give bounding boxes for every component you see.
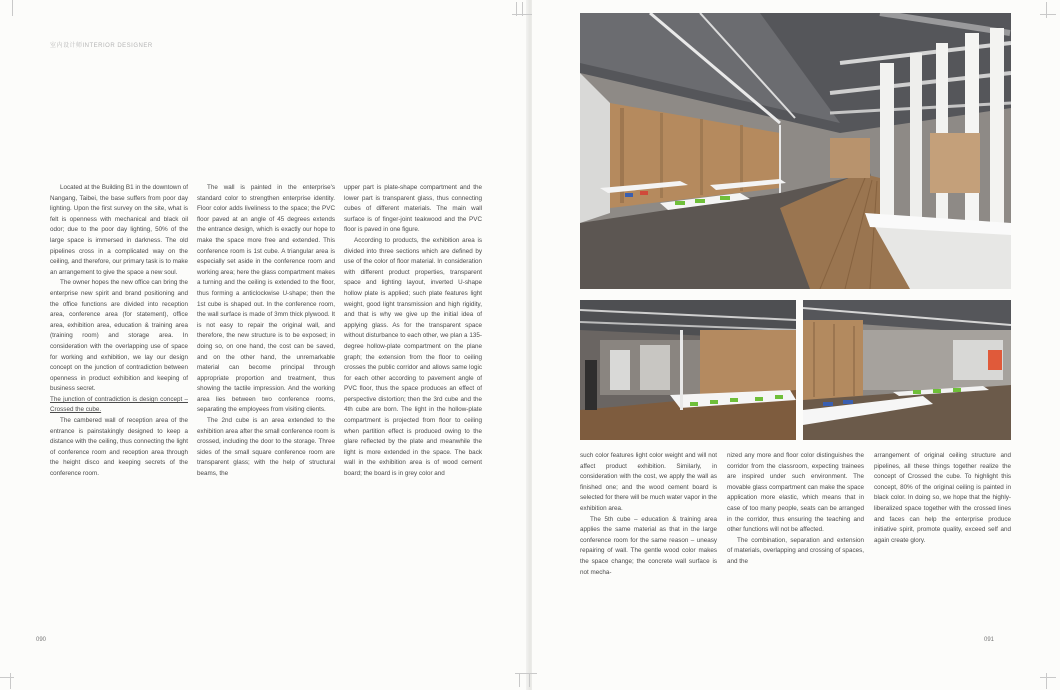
right-column-3: [874, 451, 1011, 546]
crop-mark: [512, 2, 534, 24]
paragraph: The owner hopes the new office can bring the enterprise new spirit and brand positioning and the office functions are divided into reception area, conference area (for statement), office area, exhibition area, education & training area (training room) and storage area. In consideration with the overlapping use of space for working and exhibition, we lay our design concept on the junction of contradiction between openness in product exhibition and keeping of business secret.: [50, 279, 188, 393]
paragraph: arrangement of original ceiling structure and pipelines, all these things together realize the concept of Crossed the cube. To highlight this concept, 80% of the original ceiling is painted in black color. In doing so, we hope that the highly-liberalized space together with the crossed lines and faces can help the enterprise produce initiative spirit, promote quality, exceed self and again create glory.: [874, 452, 1011, 544]
crop-mark: [515, 667, 537, 689]
paragraph: The junction of contradiction is design concept – Crossed the cube.: [50, 395, 188, 414]
paragraph: The 2nd cube is an area extended to the exhibition area after the small conference room is crossed, including the door to the storage. Three sides of the small square conference room are transparent glass; with the help of structural beams, the: [197, 417, 335, 478]
right-column-1: [580, 451, 717, 578]
left-column-3: [344, 183, 482, 480]
page-number-right: 091: [984, 637, 995, 643]
paragraph: The wall is painted in the enterprise's standard color to strengthen enterprise identity. Floor color adds liveliness to the space; the PVC floor paved at an angle of 45 degrees extends the entrance design, which is exactly our hope to make the space more free and extended. This conference room is 1st cube. A triangular area is especially set aside in the conference room and working area; here the glass compartment makes a turning and the ceiling is extended to the floor, thus forming a anticlockwise U-shape; then the 1st cube is shaped out. In the conference room, the wall surface is made of 3mm thick plywood. It is not easy to repair the original wall, and therefore, the new structure is to be exposed; in doing so, on one hand, the cost can be saved, and on the other hand, the unremarkable material can become principal through appropriate proportion and treatment, thus showing the tactile impression. And the working area lies between two conference rooms, separating the employees from visiting clients.: [197, 184, 335, 414]
left-column-1: [50, 183, 188, 480]
paragraph: Located at the Building B1 in the downtown of Nangang, Taibei, the base suffers from poor day lighting. Upon the first survey on the site, what is felt is openness with mechanical and black oil odor; due to the poor day lighting, 50% of the large space is immersed in darkness. The old pipelines cross in a complicated way on the ceiling, and therefore, our primary task is to make an arrangement to give the space a new soul.: [50, 184, 188, 276]
paragraph: The 5th cube – education & training area applies the same material as that in the large conference room for the same reason – uneasy repairing of wall. The gentle wood color makes the space change; the concrete wall surface is not mecha-: [580, 515, 717, 576]
paragraph: nized any more and floor color distinguishes the corridor from the classroom, expecting trainees are inspired under such environment. The movable glass compartment can make the space application more elastic, which means that in case of too many people, seats can be arranged in the corridor, thus ensuring the teaching and other functions will not be affected.: [727, 452, 864, 534]
photo-exhibition-area: [580, 300, 796, 440]
crop-mark: [1036, 2, 1058, 24]
running-title: 室内设计师INTERIOR DESIGNER: [50, 43, 153, 49]
left-page: [0, 0, 528, 690]
crop-mark: [0, 0, 22, 22]
paragraph: The cambered wall of reception area of the entrance is painstakingly designed to keep a distance with the ceiling, thus connecting the light of conference room and reception area through the height disco and keeping secrets of the conference room.: [50, 417, 188, 478]
paragraph: such color features light color weight and will not affect product exhibition. Similarly, in consideration with the cost, we apply the wall as finished one; and the wood cement board is selected for there will be much water vapor in the exhibition area.: [580, 452, 717, 512]
photo-corridor-exhibition: [580, 13, 1011, 289]
paragraph: According to products, the exhibition area is divided into three sections which are defined by use of the color of floor material. In consideration with different product properties, transparent space and lighting layout, inverted U-shape hollow plate is applied; such plate features light weight, good light transmission and high rigidity, and that is why we give up the initial idea of applying glass. As for the transparent space without disturbance to each other, we plan a 135-degree hollow-plate compartment on the plane graph; the extension from the floor to ceiling crosses the public corridor and allows same logic for each other according to pavement angle of PVC floor, thus the space produces an effect of perspective distortion; then the 3rd cube and the 4th cube are born. The light in the hollow-plate compartment is projected from floor to ceiling when partition effect is produced owing to the glare reflected by the plate and meanwhile the light is more extended in the space. The back wall in the exhibition area is of wood cement board; the board is in grey color and: [344, 236, 482, 478]
paragraph: upper part is plate-shape compartment and the lower part is transparent glass, thus connecting cubes of different materials. The main wall surface is of finger-joint teakwood and the PVC floor is paved in one figure.: [344, 184, 482, 234]
page-number-left: 090: [36, 637, 47, 643]
paragraph: The combination, separation and extension of materials, overlapping and crossing of spaces, and the: [727, 536, 864, 565]
right-page: [532, 0, 1060, 690]
crop-mark: [0, 667, 22, 689]
left-column-2: [197, 183, 335, 480]
photo-training-room: [803, 300, 1011, 440]
right-column-2: [727, 451, 864, 568]
crop-mark: [1036, 667, 1058, 689]
